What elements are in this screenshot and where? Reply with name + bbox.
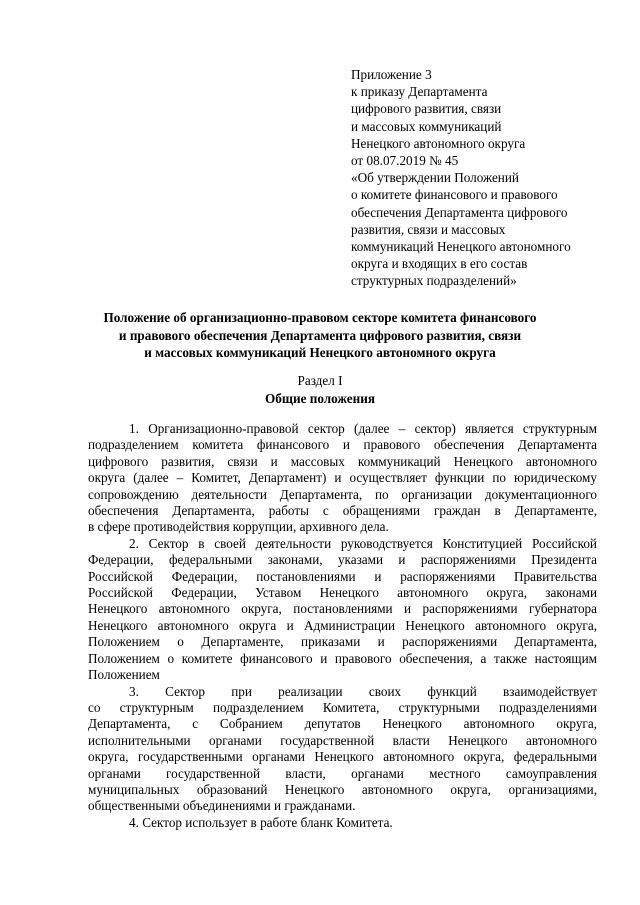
- paragraph-line: Департамента, с Собранием депутатов Ненецкого автономного округа,: [88, 716, 597, 732]
- appendix-line: обеспечения Департамента цифрового: [351, 204, 568, 220]
- document-body: [88, 421, 597, 831]
- paragraph-line: Российской Федерации, Уставом Ненецкого автономного округа, законами: [88, 585, 597, 601]
- appendix-line: о комитете финансового и правового: [351, 187, 558, 203]
- title-line: и правового обеспечения Департамента цифрового развития, связи: [118, 327, 522, 343]
- document-title: [100, 309, 540, 362]
- appendix-line: Приложение 3: [351, 67, 432, 82]
- paragraph-line: в сфере противодействия коррупции, архивного дела.: [88, 519, 389, 535]
- paragraph-line: общественными объединениями и гражданами.: [88, 798, 356, 814]
- paragraph-line: муниципальных образований Ненецкого автономного округа, организациями,: [88, 781, 597, 797]
- appendix-line: от 08.07.2019 № 45: [351, 153, 459, 169]
- paragraph-line: Ненецкого автономного округа и Администрации Ненецкого автономного округа,: [88, 617, 597, 633]
- paragraph-line: Положением о Департаменте, приказами и распоряжениями Департамента,: [88, 634, 597, 650]
- section-heading: Общие положения: [265, 390, 375, 406]
- appendix-line: к приказу Департамента: [351, 84, 488, 100]
- paragraph-line: 4. Сектор использует в работе бланк Комитета.: [129, 814, 393, 830]
- paragraph-line: подразделением комитета финансового и правового обеспечения Департамента: [88, 437, 597, 453]
- paragraph-line: цифрового развития, связи и массовых коммуникаций Ненецкого автономного: [88, 453, 597, 469]
- appendix-block: [351, 66, 611, 290]
- appendix-line: округа и входящих в его состав: [351, 256, 528, 272]
- paragraph-line: Положением о комитете финансового и правового обеспечения, а также настоящим: [88, 650, 597, 666]
- appendix-line: «Об утверждении Положений: [351, 170, 519, 186]
- paragraph-line: 1. Организационно-правовой сектор (далее – сектор) является структурным: [129, 421, 597, 436]
- section-number: Раздел I: [297, 373, 343, 388]
- paragraph-1: [88, 421, 597, 536]
- paragraph-line: обеспечения Департамента, работы с обращениями граждан в Департаменте,: [88, 503, 597, 519]
- paragraph-line: Положением: [88, 667, 160, 683]
- appendix-line: коммуникаций Ненецкого автономного: [351, 239, 571, 255]
- title-line: и массовых коммуникаций Ненецкого автономного округа: [144, 345, 496, 360]
- title-line: Положение об организационно-правовом секторе комитета финансового: [103, 310, 537, 325]
- appendix-line: цифрового развития, связи: [351, 101, 502, 117]
- paragraph-line: сопровождению деятельности Департамента, по организации документационного: [88, 486, 597, 502]
- paragraph-line: Федерации, федеральными законами, указами и распоряжениями Президента: [88, 552, 597, 568]
- paragraph-line: 2. Сектор в своей деятельности руководствуется Конституцией Российской: [129, 535, 597, 551]
- paragraph-line: округа (далее – Комитет, Департамент) и осуществляет функции по юридическому: [88, 470, 597, 486]
- appendix-line: и массовых коммуникаций: [351, 118, 502, 134]
- paragraph-line: округа, государственными органами Ненецкого автономного округа, федеральными: [88, 749, 597, 765]
- appendix-line: Ненецкого автономного округа: [351, 135, 526, 151]
- section-header: [100, 372, 540, 407]
- paragraph-line: исполнительными органами государственной власти Ненецкого автономного: [88, 732, 597, 748]
- paragraph-line: со структурным подразделением Комитета, структурными подразделениями: [88, 699, 597, 715]
- paragraph-4: [88, 815, 597, 831]
- paragraph-line: органами государственной власти, органами местного самоуправления: [88, 765, 597, 781]
- paragraph-3: [88, 684, 597, 815]
- appendix-line: структурных подразделений»: [351, 273, 517, 289]
- paragraph-line: Российской Федерации, постановлениями и распоряжениями Правительства: [88, 568, 597, 584]
- paragraph-line: Ненецкого автономного округа, постановлениями и распоряжениями губернатора: [88, 601, 597, 617]
- appendix-line: развития, связи и массовых: [351, 221, 506, 237]
- paragraph-line: 3. Сектор при реализации своих функций взаимодействует: [129, 683, 597, 699]
- paragraph-2: [88, 536, 597, 684]
